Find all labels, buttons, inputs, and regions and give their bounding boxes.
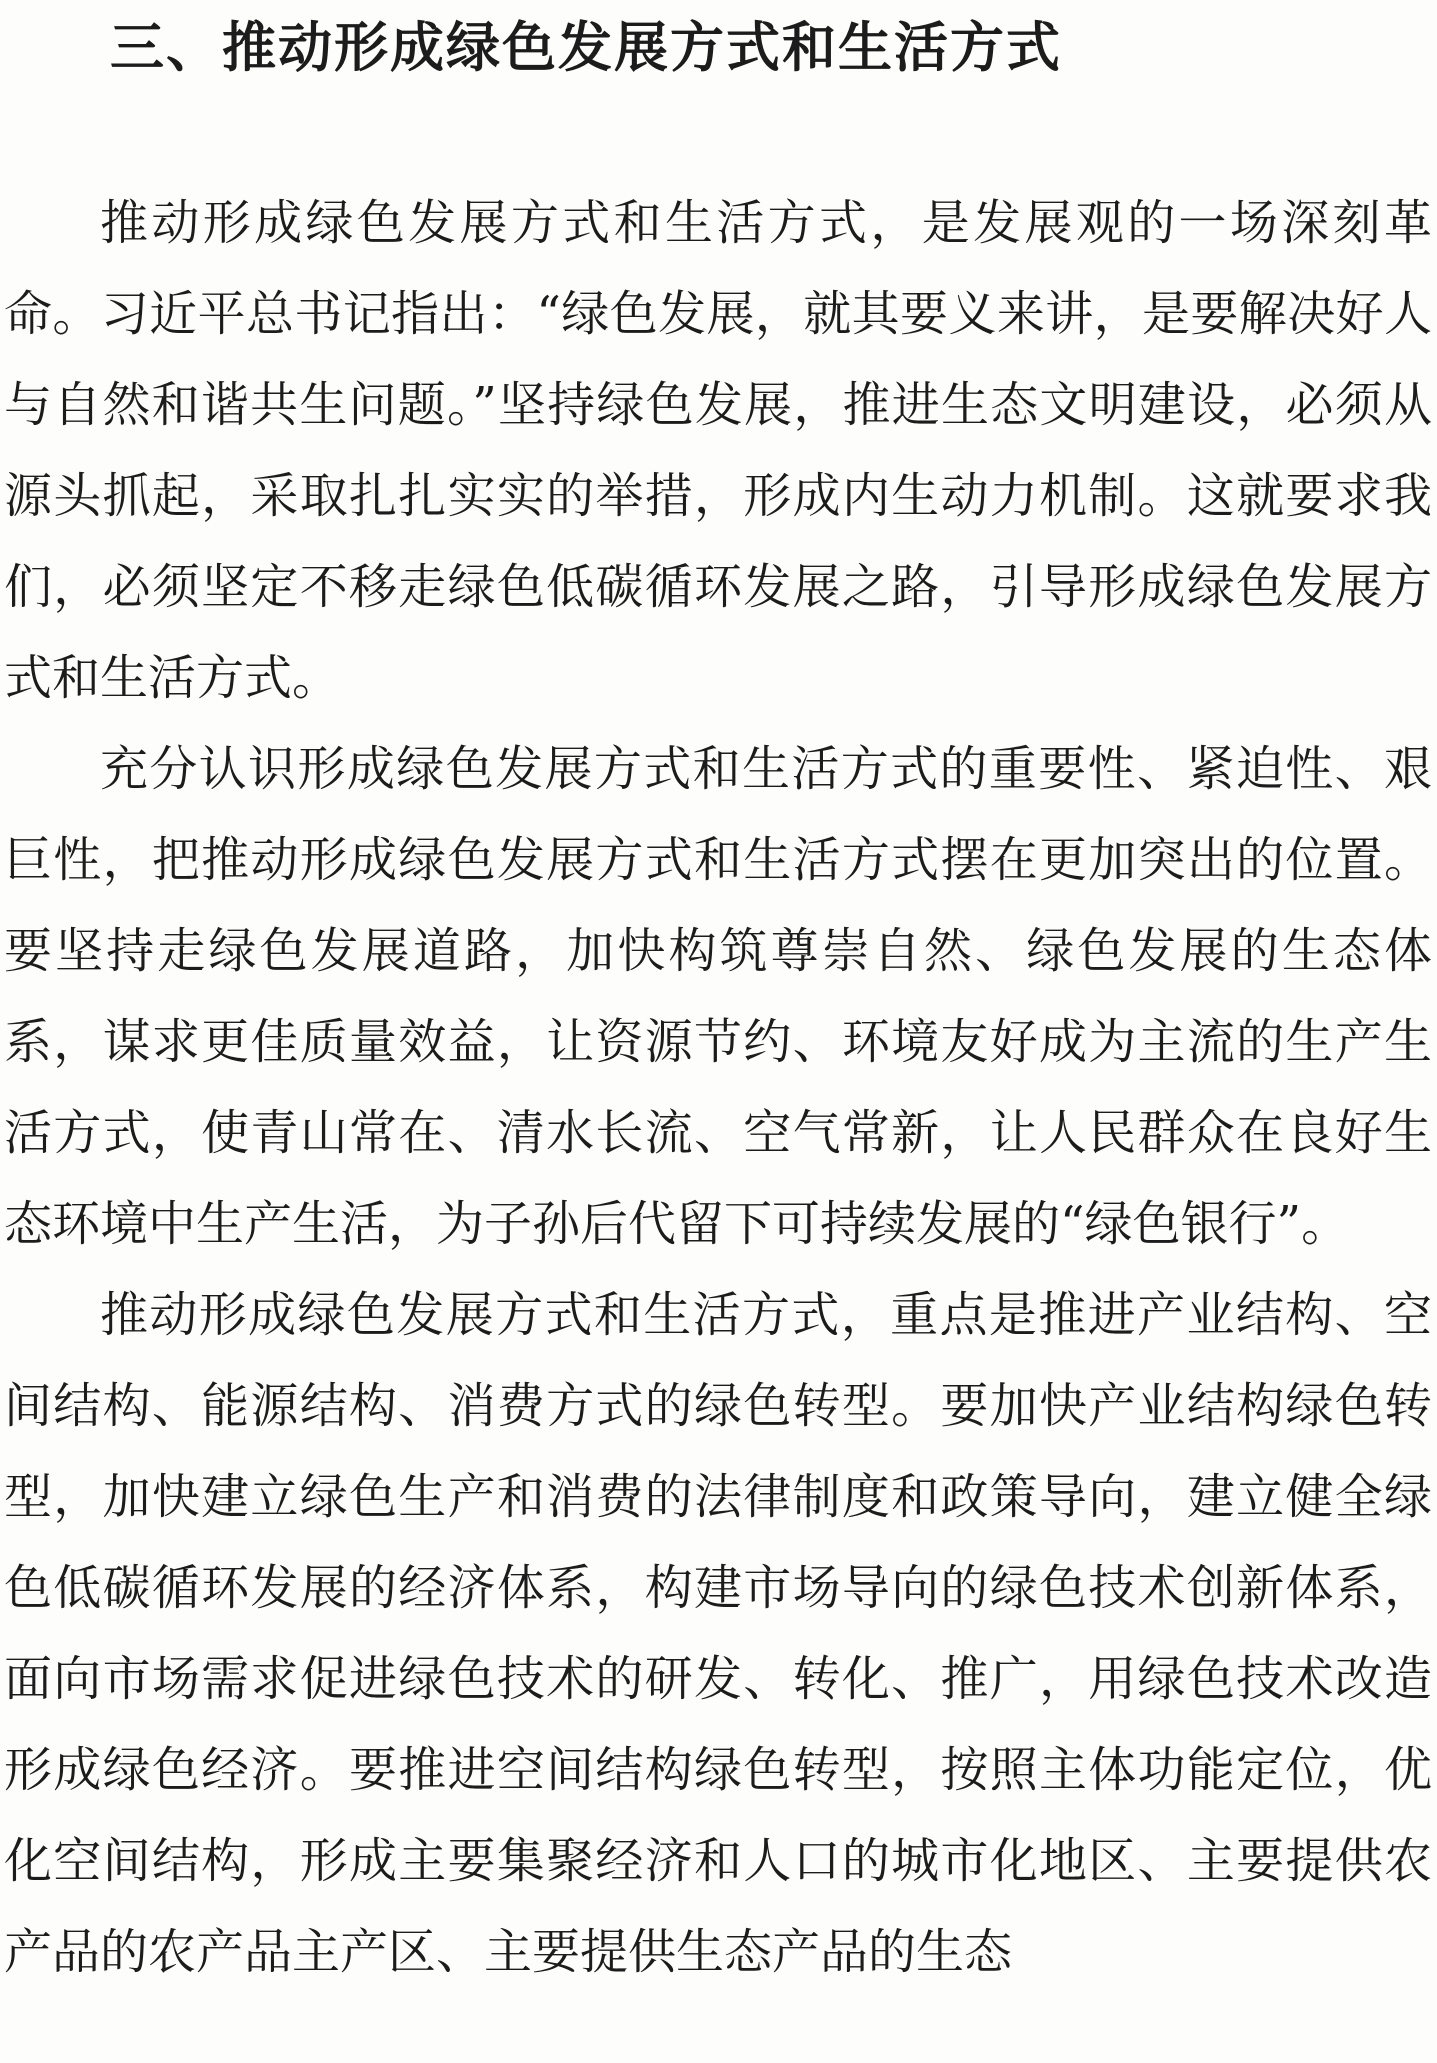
paragraph-2: 充分认识形成绿色发展方式和生活方式的重要性、紧迫性、艰巨性，把推动形成绿色发展方式和生活方式摆在更加突出的位置。要坚持走绿色发展道路，加快构筑尊崇自然、绿色发展的生态体系，谋求更佳质量效益，让资源节约、环境友好成为主流的生产生活方式，使青山常在、清水长流、空气常新，让人民群众在良好生态环境中生产生活，为子孙后代留下可持续发展的“绿色银行”。 [4, 741, 1432, 1252]
section-heading: 三、推动形成绿色发展方式和生活方式 [110, 16, 1062, 79]
body-text [4, 178, 1432, 1998]
paragraph-3: 推动形成绿色发展方式和生活方式，重点是推进产业结构、空间结构、能源结构、消费方式的绿色转型。要加快产业结构绿色转型，加快建立绿色生产和消费的法律制度和政策导向，建立健全绿色低碳循环发展的经济体系，构建市场导向的绿色技术创新体系，面向市场需求促进绿色技术的研发、转化、推广，用绿色技术改造形成绿色经济。要推进空间结构绿色转型，按照主体功能定位，优化空间结构，形成主要集聚经济和人口的城市化地区、主要提供农产品的农产品主产区、主要提供生态产品的生态 [4, 1287, 1432, 1980]
paragraph-1: 推动形成绿色发展方式和生活方式，是发展观的一场深刻革命。习近平总书记指出：“绿色发展，就其要义来讲，是要解决好人与自然和谐共生问题。”坚持绿色发展，推进生态文明建设，必须从源头抓起，采取扎扎实实的举措，形成内生动力机制。这就要求我们，必须坚定不移走绿色低碳循环发展之路，引导形成绿色发展方式和生活方式。 [4, 195, 1432, 706]
